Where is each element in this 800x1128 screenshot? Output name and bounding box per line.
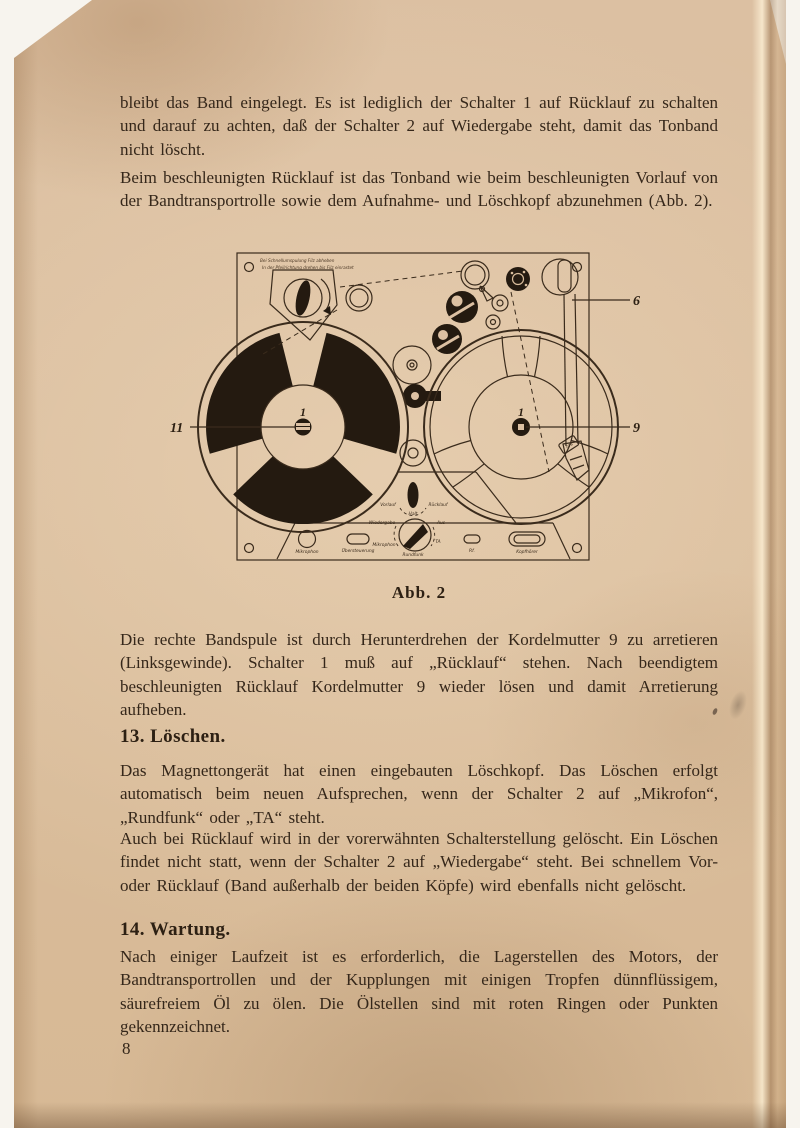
- page-fold-edge: [752, 0, 786, 1128]
- svg-text:TA: TA: [435, 540, 441, 545]
- svg-text:Vorlauf: Vorlauf: [380, 503, 396, 508]
- svg-text:1: 1: [518, 405, 524, 419]
- section-13-heading: 13. Löschen.: [120, 726, 226, 747]
- paragraph-after-figure: Die rechte Bandspule ist durch Herunterdrehen der Kordelmutter 9 zu arretieren (Linksgewinde). Schalter 1 muß auf „Rücklauf“ stehen. Nach beendigtem beschleunigten Rücklauf Kordelmutter 9 wieder lösen und damit Arretierung aufheben.: [120, 630, 718, 720]
- section-13-paragraph-2: Auch bei Rücklauf wird in der vorerwähnten Schalterstellung gelöscht. Ein Löschen findet nicht statt, wenn der Schalter 2 auf „Wiedergabe“ steht. Bei schnellem Vor- oder Rücklauf (Band außerhalb der beiden Köpfe) wird ebenfalls nicht gelöscht.: [120, 829, 718, 895]
- guide-lever: [558, 294, 589, 480]
- svg-text:Rundfunk: Rundfunk: [402, 553, 424, 558]
- intro-paragraph-1: bleibt das Band eingelegt. Es ist lediglich der Schalter 1 auf Rücklauf zu schalten und darauf zu achten, daß der Schalter 2 auf Wiedergabe steht, damit das Tonband nicht löscht.: [120, 93, 718, 159]
- margin-smudge: [726, 688, 750, 721]
- socket-rf: [464, 535, 480, 543]
- svg-text:Halt: Halt: [408, 512, 418, 517]
- svg-text:In der Pfeilrichtung drehen bi: In der Pfeilrichtung drehen bis Filz einrastet: [262, 265, 354, 270]
- page-bottom-shadow: [14, 1102, 786, 1128]
- callout-6: 6: [633, 294, 640, 309]
- switch-1: [380, 482, 449, 517]
- svg-text:Mikrophon: Mikrophon: [295, 550, 319, 555]
- svg-text:GFB: GFB: [565, 442, 574, 450]
- callout-11: 11: [170, 421, 184, 436]
- svg-text:Bei Schnellumspulung Filz abhe: Bei Schnellumspulung Filz abheben: [260, 258, 335, 263]
- svg-text:Aus: Aus: [436, 521, 446, 526]
- section-14-paragraph-1: Nach einiger Laufzeit ist es erforderlich, die Lagerstellen des Motors, der Bandtransportrollen und der Kupplungen mit einigen Tropfen dünnflüssigem, säurefreiem Öl zu ölen. Die Ölstellen sind mit roten Ringen oder Punkten gekennzeichnet.: [120, 947, 718, 1037]
- manual-page: [14, 0, 786, 1128]
- svg-text:Kopfhörer: Kopfhörer: [516, 550, 538, 555]
- svg-text:Rf.: Rf.: [469, 549, 475, 554]
- page-number: 8: [122, 1039, 131, 1058]
- page-left-shadow: [14, 0, 38, 1128]
- intro-paragraph-2: Beim beschleunigten Rücklauf ist das Tonband wie beim beschleunigten Vorlauf von der Bandtransportrolle sowie dem Aufnahme- und Löschkopf abzunehmen (Abb. 2).: [120, 168, 718, 211]
- section-14-heading: 14. Wartung.: [120, 919, 231, 940]
- switch-2: [369, 519, 446, 558]
- svg-text:1: 1: [300, 405, 306, 419]
- callout-9: 9: [633, 421, 640, 436]
- svg-text:Rücklauf: Rücklauf: [428, 503, 448, 508]
- section-13-paragraph-1: Das Magnettongerät hat einen eingebauten Löschkopf. Das Löschen erfolgt automatisch beim neuen Aufsprechen, wenn der Schalter 2 auf „Mikrofon“, „Rundfunk“ oder „TA“ steht.: [120, 761, 718, 827]
- figure-caption: Abb. 2: [391, 583, 447, 602]
- page-top-left-edge: [14, 0, 92, 58]
- svg-text:Mikrophon: Mikrophon: [372, 543, 396, 548]
- socket-mikrophon: [299, 531, 316, 548]
- svg-text:Wiedergabe: Wiedergabe: [368, 521, 396, 526]
- instruction-note: [260, 258, 354, 270]
- figure-abb2-diagram: [160, 248, 660, 578]
- svg-text:Übersteuerung: Übersteuerung: [341, 549, 375, 554]
- socket-uebersteuerung: [347, 534, 369, 544]
